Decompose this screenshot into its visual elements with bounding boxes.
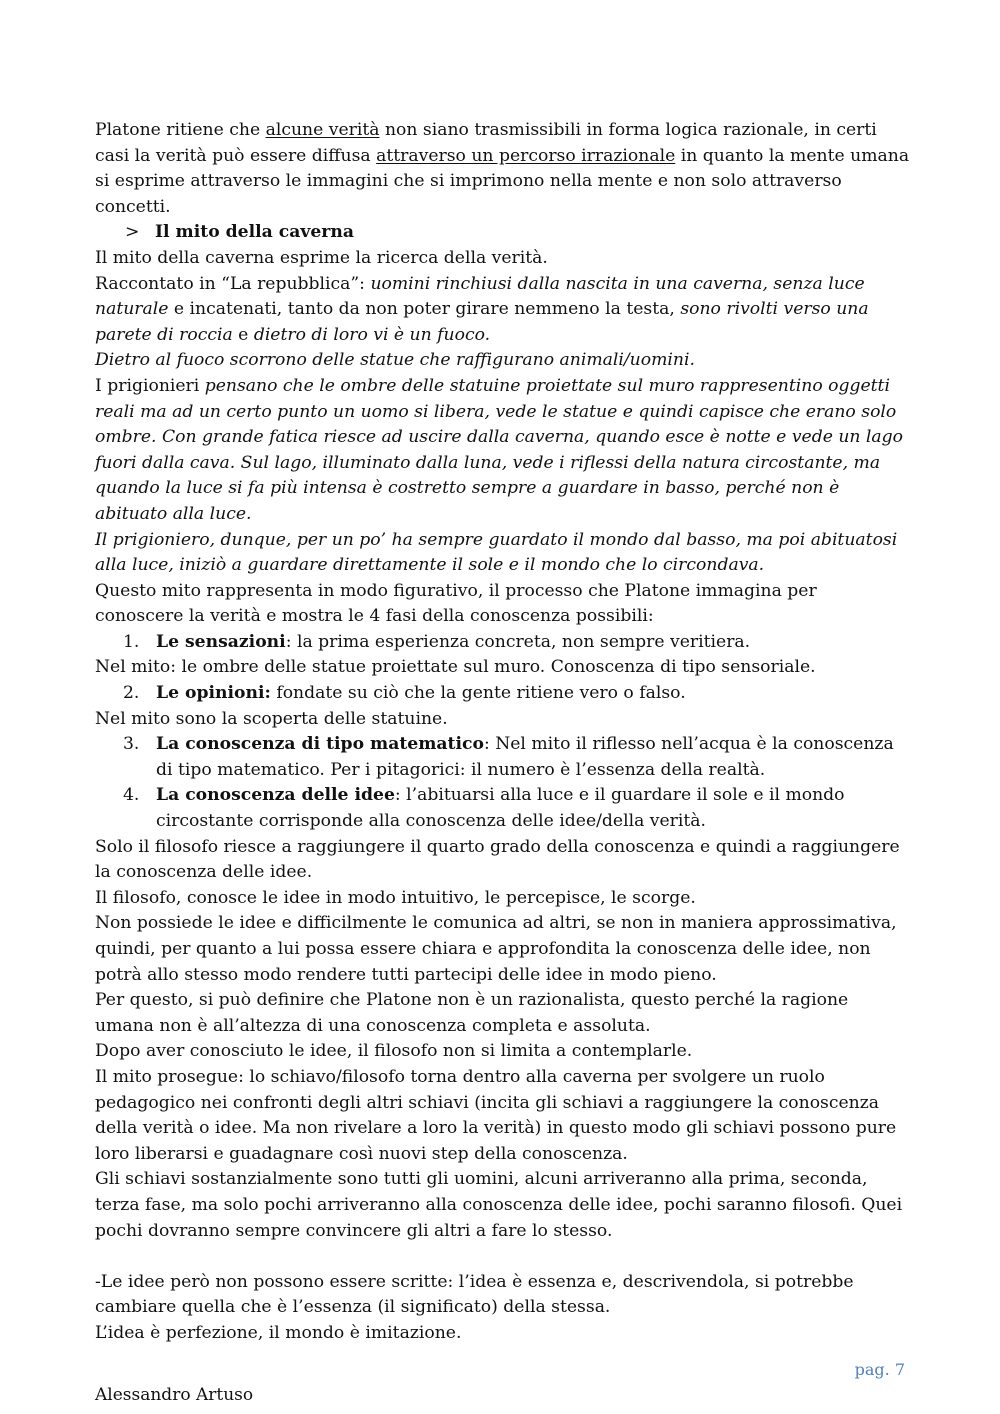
intro-paragraph: Platone ritiene che alcune verità non siano trasmissibili in forma logica razionale, in certi casi la verità può essere diffusa attraverso un percorso irrazionale in quanto la mente umana si esprime attraverso le immagini che si imprimono nella mente e non solo attraverso concetti.: [95, 120, 910, 217]
paragraph: Dietro al fuoco scorrono delle statue che raffigurano animali/uomini.: [95, 350, 695, 371]
list-item: 1. Le sensazioni: la prima esperienza concreta, non sempre veritiera.: [95, 630, 910, 656]
paragraph: L’idea è perfezione, il mondo è imitazione.: [95, 1322, 462, 1343]
blank-line: [95, 1244, 910, 1270]
section-heading: [95, 220, 910, 246]
list-number: 3.: [123, 734, 140, 755]
page-number: pag. 7: [854, 1360, 905, 1379]
paragraph: Il mito prosegue: lo schiavo/filosofo torna dentro alla caverna per svolgere un ruolo pedagogico nei confronti degli altri schiavi (incita gli schiavi a raggiungere la conoscenza della verità o idee. Ma non rivelare a loro la verità) in questo modo gli schiavi possono pure loro liberarsi e guadagnare così nuovi step della conoscenza.: [95, 1066, 897, 1164]
paragraph: Gli schiavi sostanzialmente sono tutti gli uomini, alcuni arriveranno alla prima, seconda, terza fase, ma solo pochi arriveranno alla conoscenza delle idee, pochi saranno filosofi. Quei pochi dovranno sempre convincere gli altri a fare lo stesso.: [95, 1169, 903, 1241]
paragraph: Il filosofo, conosce le idee in modo intuitivo, le percepisce, le scorge.: [95, 887, 696, 908]
list-number: 1.: [123, 631, 140, 652]
page-content: [95, 118, 910, 1347]
underlined-phrase: alcune verità: [265, 120, 380, 140]
paragraph: Raccontato in “La repubblica”: uomini rinchiusi dalla nascita in una caverna, senza luce naturale e incatenati, tanto da non poter girare nemmeno la testa, sono rivolti verso una parete di roccia e dietro di loro vi è un fuoco.: [95, 273, 869, 345]
list-item: 4. La conoscenza delle idee: l’abituarsi alla luce e il guardare il sole e il mondo circostante corrisponde alla conoscenza delle idee/della verità.: [123, 785, 845, 832]
paragraph: Solo il filosofo riesce a raggiungere il quarto grado della conoscenza e quindi a raggiungere la conoscenza delle idee.: [95, 836, 900, 883]
heading-text: Il mito della caverna: [155, 222, 354, 243]
paragraph: Nel mito sono la scoperta delle statuine.: [95, 708, 448, 729]
arrow-bullet-icon: >: [125, 222, 140, 243]
paragraph: Questo mito rappresenta in modo figurativo, il processo che Platone immagina per conoscere la verità e mostra le 4 fasi della conoscenza possibili:: [95, 580, 817, 627]
list-item: 2. Le opinioni: fondate su ciò che la gente ritiene vero o falso.: [95, 681, 910, 707]
list-number: 2.: [123, 683, 140, 704]
underlined-phrase: attraverso un percorso irrazionale: [376, 145, 676, 166]
paragraph: Per questo, si può definire che Platone non è un razionalista, questo perché la ragione umana non è all’altezza di una conoscenza completa e assoluta.: [95, 990, 849, 1036]
paragraph: Dopo aver conosciuto le idee, il filosofo non si limita a contemplarle.: [95, 1041, 693, 1062]
footer-author: Alessandro Artuso: [95, 1385, 254, 1405]
list-item: 3. La conoscenza di tipo matematico: Nel mito il riflesso nell’acqua è la conoscenza di tipo matematico. Per i pitagorici: il numero è l’essenza della realtà.: [123, 734, 894, 780]
paragraph: I prigionieri pensano che le ombre delle statuine proiettate sul muro rappresentino oggetti reali ma ad un certo punto un uomo si libera, vede le statue e quindi capisce che erano solo ombre. Con grande fatica riesce ad uscire dalla caverna, quando esce è notte e vede un lago fuori dalla cava. Sul lago, illuminato dalla luna, vede i riflessi della natura circostante, ma quando la luce si fa più intensa è costretto sempre a guardare in basso, perché non è abituato alla luce.: [95, 375, 904, 524]
paragraph: Il mito della caverna esprime la ricerca della verità.: [95, 247, 548, 268]
list-number: 4.: [123, 785, 140, 806]
paragraph: Non possiede le idee e difficilmente le comunica ad altri, se non in maniera approssimativa, quindi, per quanto a lui possa essere chiara e approfondita la conoscenza delle idee, non potrà allo stesso modo rendere tutti partecipi delle idee in modo pieno.: [95, 913, 897, 985]
paragraph: -Le idee però non possono essere scritte: l’idea è essenza e, descrivendola, si potrebbe cambiare quella che è l’essenza (il significato) della stessa.: [95, 1271, 854, 1318]
paragraph: Nel mito: le ombre delle statue proiettate sul muro. Conoscenza di tipo sensoriale.: [95, 657, 816, 678]
paragraph: Il prigioniero, dunque, per un po’ ha sempre guardato il mondo dal basso, ma poi abituatosi alla luce, iniziò a guardare direttamente il sole e il mondo che lo circondava.: [95, 529, 898, 576]
